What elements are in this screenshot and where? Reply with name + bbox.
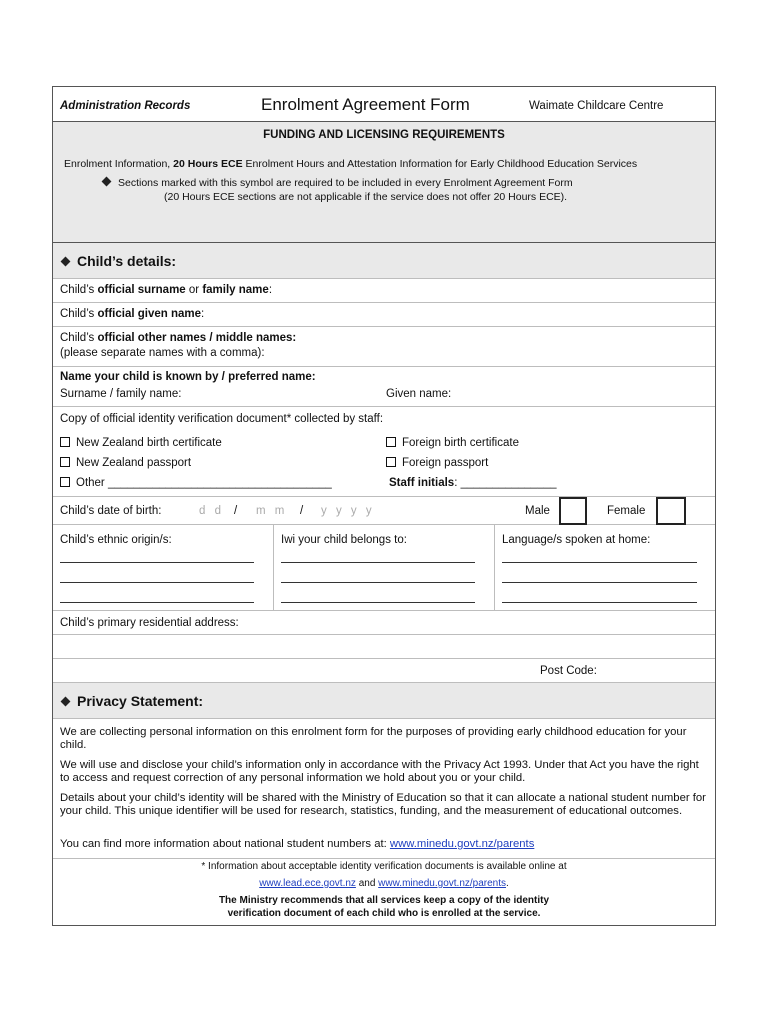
staff-initials-line: : _______________ [454, 477, 557, 489]
address-row-3[interactable] [53, 659, 715, 683]
other-label: Other ___________________________________ [76, 477, 332, 489]
other-names-row[interactable] [53, 327, 715, 367]
footer-bold-1: The Ministry recommends that all services keep a copy of the identity [218, 895, 550, 906]
foreign-birth-label: Foreign birth certificate [402, 437, 519, 449]
iwi-line-1[interactable] [281, 562, 475, 563]
foreign-passport-option[interactable] [386, 457, 488, 469]
language-line-2[interactable] [502, 582, 697, 583]
address-label: Child’s primary residential address: [60, 617, 239, 629]
male-checkbox[interactable] [559, 497, 587, 525]
privacy-body [53, 719, 715, 859]
id-document-row [53, 407, 715, 497]
funding-line-pre: Enrolment Information, [64, 158, 174, 170]
dob-row [53, 497, 715, 525]
dob-month[interactable]: m m [256, 505, 288, 517]
privacy-paragraph-3: Details about your child’s identity will be shared with the Ministry of Education so that it can allocate a national student number for your child. This unique identifier will be used for research, statistics, funding, and the measurement of educational outcomes. [60, 792, 706, 817]
privacy-paragraph-1: We are collecting personal information on this enrolment form for the purposes of providing early childhood education for your child. [60, 726, 687, 751]
foreign-passport-label: Foreign passport [402, 457, 489, 469]
known-by-row[interactable] [53, 367, 715, 407]
checkbox-icon[interactable] [386, 457, 396, 467]
footer-and: and [355, 878, 379, 889]
surname-mid: or [185, 284, 203, 296]
footer-bold-2: verification document of each child who is enrolled at the service. [227, 908, 541, 919]
foreign-birth-option[interactable] [386, 437, 519, 449]
female-label: Female [607, 505, 646, 517]
symbol-note [103, 177, 573, 189]
post-code-label: Post Code: [540, 665, 597, 677]
surname-bold2: family name [202, 284, 269, 296]
known-surname-label: Surname / family name: [60, 388, 182, 400]
funding-line-post: Enrolment Hours and Attestation Information for Early Childhood Education Services [242, 158, 638, 170]
nz-birth-option[interactable] [60, 437, 222, 449]
iwi-line-2[interactable] [281, 582, 475, 583]
languages-label: Language/s spoken at home: [502, 534, 651, 546]
column-divider [273, 525, 274, 611]
female-checkbox[interactable] [656, 497, 686, 525]
funding-heading: FUNDING AND LICENSING REQUIREMENTS [263, 129, 505, 141]
ethnic-line-1[interactable] [60, 562, 254, 563]
surname-post: : [268, 284, 273, 296]
form-header [53, 87, 715, 122]
given-post: : [201, 308, 205, 320]
surname-pre: Child’s [60, 284, 98, 296]
privacy-p4-text: You can find more information about national student numbers at: [60, 838, 390, 850]
other-names-label [60, 332, 296, 344]
footer-dot: . [506, 878, 509, 889]
child-details-heading-row [53, 243, 715, 279]
known-given-label: Given name: [386, 388, 452, 400]
other-option[interactable] [60, 477, 332, 489]
child-details-heading-text: Child’s details: [77, 253, 177, 269]
language-line-1[interactable] [502, 562, 697, 563]
ethnic-line-3[interactable] [60, 602, 254, 603]
other-bold: official other names / middle names: [97, 332, 297, 344]
ethnic-line-2[interactable] [60, 582, 254, 583]
privacy-heading-row [53, 683, 715, 719]
minedu-parents-link[interactable]: www.minedu.govt.nz/parents [389, 838, 535, 850]
child-details-heading [62, 253, 176, 269]
given-bold: official given name [97, 308, 202, 320]
header-right: Waimate Childcare Centre [529, 100, 664, 112]
diamond-icon [61, 257, 71, 267]
iwi-line-3[interactable] [281, 602, 475, 603]
symbol-note-2: (20 Hours ECE sections are not applicable if the service does not offer 20 Hours ECE). [164, 191, 568, 203]
privacy-paragraph-2: We will use and disclose your child’s information only in accordance with the Privacy Act 1993. Under that Act you have the right to access and request correction of any personal information we hold about you or your child. [60, 759, 699, 784]
origin-row [53, 525, 715, 611]
other-pre: Child’s [60, 332, 98, 344]
privacy-paragraph-4 [60, 838, 707, 851]
column-divider [494, 525, 495, 611]
nz-passport-option[interactable] [60, 457, 191, 469]
staff-initials[interactable] [389, 477, 557, 489]
checkbox-icon[interactable] [386, 437, 396, 447]
known-by-label: Name your child is known by / preferred name: [60, 371, 316, 383]
diamond-icon [102, 177, 112, 187]
staff-initials-label: Staff initials [389, 477, 455, 489]
ethnic-origin-label: Child’s ethnic origin/s: [60, 534, 172, 546]
footer-notes [53, 861, 715, 923]
page-title: Enrolment Agreement Form [261, 95, 470, 114]
diamond-icon [61, 697, 71, 707]
address-row-2[interactable] [53, 635, 715, 659]
iwi-label: Iwi your child belongs to: [281, 534, 407, 546]
dob-separator-2: / [300, 505, 304, 517]
nz-birth-label: New Zealand birth certificate [76, 437, 222, 449]
symbol-note-text: Sections marked with this symbol are required to be included in every Enrolment Agreement Form [118, 177, 573, 189]
funding-section [53, 122, 715, 243]
checkbox-icon[interactable] [60, 477, 70, 487]
lead-ece-link[interactable]: www.lead.ece.govt.nz [259, 878, 356, 889]
language-line-3[interactable] [502, 602, 697, 603]
other-names-note: (please separate names with a comma): [60, 347, 265, 359]
minedu-link[interactable]: www.minedu.govt.nz/parents [378, 878, 507, 889]
footer-line-1: * Information about acceptable identity verification documents is available online at [201, 861, 567, 872]
checkbox-icon[interactable] [60, 437, 70, 447]
address-row-1[interactable] [53, 611, 715, 635]
surname-bold1: official surname [97, 284, 186, 296]
nz-passport-label: New Zealand passport [76, 457, 192, 469]
official-given-name-row[interactable] [53, 303, 715, 327]
official-surname-row[interactable] [53, 279, 715, 303]
enrolment-form [52, 86, 716, 926]
privacy-heading-text: Privacy Statement: [77, 693, 204, 709]
funding-line-bold: 20 Hours ECE [173, 158, 243, 170]
male-label: Male [525, 505, 550, 517]
id-copy-label: Copy of official identity verification document* collected by staff: [60, 413, 384, 425]
dob-day[interactable]: d d [199, 505, 224, 517]
privacy-heading [62, 693, 203, 709]
dob-label: Child’s date of birth: [60, 505, 162, 517]
dob-separator-1: / [234, 505, 238, 517]
dob-year[interactable]: y y y y [321, 505, 375, 517]
funding-line [64, 158, 637, 170]
header-left: Administration Records [60, 100, 191, 112]
footer-line-2 [53, 878, 715, 889]
official-surname-label [60, 284, 272, 296]
given-pre: Child’s [60, 308, 98, 320]
checkbox-icon[interactable] [60, 457, 70, 467]
official-given-name-label [60, 308, 204, 320]
